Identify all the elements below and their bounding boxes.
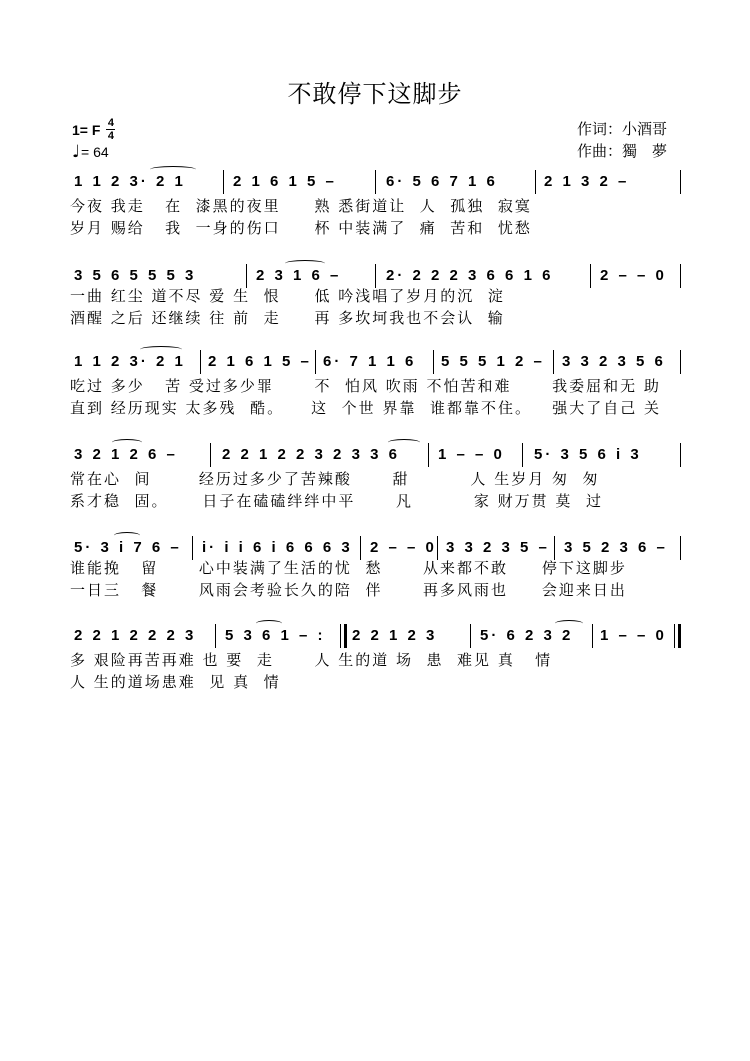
notation-line [70, 445, 685, 465]
lyric-verse-1: 谁能挽 留 心中装满了生活的忧 愁 从来都不敢 停下这脚步 [70, 559, 627, 577]
measure: 3 2 1 2 6 – [74, 446, 178, 463]
measure: 2· 2 2 2 3 6 6 1 6 [386, 267, 554, 284]
lyric-verse-1: 常在心 间 经历过多少了苦辣酸 甜 人 生岁月 匆 匆 [70, 470, 600, 488]
lyric-verse-1: 多 艰险再苦再难 也 要 走 人 生的道 场 患 难见 真 情 [70, 651, 553, 669]
measure: 5· 3 5 6 i 3 [534, 446, 642, 463]
measure: 2 2 1 2 2 2 3 [74, 627, 197, 644]
tempo-marking [72, 141, 115, 163]
music-system-2 [70, 266, 685, 327]
measure: 5 3 6 1 – : [225, 627, 326, 644]
measure: 2 1 6 1 5 – [208, 353, 312, 370]
barline [437, 536, 438, 560]
barline [192, 536, 193, 560]
measure: 2 2 1 2 2 3 2 3 3 6 [222, 446, 400, 463]
barline [590, 264, 591, 288]
measure: 3 3 2 3 5 – [446, 539, 550, 556]
measure: 1 – – 0 [438, 446, 505, 463]
measure: 3 5 6 5 5 5 3 [74, 267, 197, 284]
slur [388, 439, 420, 446]
lyric-verse-2: 岁月 赐给 我 一身的伤口 杯 中装满了 痛 苦和 忧愁 [70, 219, 532, 237]
measure: 2 – – 0 [600, 267, 667, 284]
barline [210, 443, 211, 467]
music-system-4 [70, 445, 685, 510]
barline [535, 170, 536, 194]
music-system-3 [70, 352, 685, 417]
notation-line [70, 626, 685, 646]
lyricist: 作词：小酒哥 [577, 120, 668, 138]
measure: 1 1 2 3· 2 1 [74, 353, 186, 370]
key-and-tempo [72, 118, 115, 163]
composer: 作曲：獨 夢 [577, 142, 668, 160]
lyric-verse-1: 一曲 红尘 道不尽 爱 生 恨 低 吟浅唱了岁月的沉 淀 [70, 287, 505, 305]
barline [554, 536, 555, 560]
slur [285, 260, 325, 267]
measure: 3 5 2 3 6 – [564, 539, 668, 556]
measure: 2 2 1 2 3 [352, 627, 438, 644]
final-barline [678, 624, 681, 648]
barline [375, 170, 376, 194]
credits [577, 118, 667, 162]
barline [360, 536, 361, 560]
tempo-value: = 64 [81, 144, 109, 160]
time-top: 4 [107, 117, 114, 129]
barline [223, 170, 224, 194]
measure: 5 5 5 1 2 – [441, 353, 545, 370]
lyric-verse-2: 直到 经历现实 太多残 酷。 这 个世 界靠 谁都靠不住。 强大了自己 关 [70, 399, 662, 417]
measure: 2 3 1 6 – [256, 267, 342, 284]
barline [200, 350, 201, 374]
barline [522, 443, 523, 467]
notation-line [70, 266, 685, 286]
barline [680, 264, 681, 288]
barline [553, 350, 554, 374]
barline [433, 350, 434, 374]
barline [375, 264, 376, 288]
notation-line [70, 538, 685, 558]
barline [680, 536, 681, 560]
barline [592, 624, 593, 648]
measure: 6· 7 1 1 6 [323, 353, 417, 370]
measure: 3 3 2 3 5 6 [562, 353, 666, 370]
lyric-verse-2: 人 生的道场患难 见 真 情 [70, 673, 281, 691]
music-system-5 [70, 538, 685, 599]
lyric-verse-2: 酒醒 之后 还继续 往 前 走 再 多坎坷我也不会认 输 [70, 309, 505, 327]
measure: 2 – – 0 [370, 539, 437, 556]
barline [340, 624, 341, 648]
time-signature [106, 118, 115, 141]
notation-line [70, 172, 685, 192]
barline [215, 624, 216, 648]
music-system-6 [70, 626, 685, 691]
barline [680, 350, 681, 374]
key-signature [72, 118, 115, 141]
slur [114, 532, 140, 539]
measure: i· i i 6 i 6 6 6 3 [202, 539, 353, 556]
barline [470, 624, 471, 648]
lyric-verse-1: 今夜 我走 在 漆黑的夜里 熟 悉街道让 人 孤独 寂寞 [70, 197, 532, 215]
song-title: 不敢停下这脚步 [287, 80, 463, 108]
lyric-verse-1: 吃过 多少 苦 受过多少罪 不 怕风 吹雨 不怕苦和难 我委屈和无 助 [70, 377, 661, 395]
measure: 5· 3 i 7 6 – [74, 539, 182, 556]
measure: 1 – – 0 [600, 627, 667, 644]
key-label: 1= F [72, 121, 101, 138]
slur [150, 166, 196, 173]
measure: 6· 5 6 7 1 6 [386, 173, 498, 190]
measure: 2 1 3 2 – [544, 173, 630, 190]
barline [428, 443, 429, 467]
time-bottom: 4 [107, 130, 114, 142]
slur [112, 439, 142, 446]
music-system-1 [70, 172, 685, 237]
measure: 5· 6 2 3 2 [480, 627, 574, 644]
measure: 1 1 2 3· 2 1 [74, 173, 186, 190]
barline [246, 264, 247, 288]
quarter-note-icon: ♩ [72, 142, 81, 162]
lyric-verse-2: 系才稳 固。 日子在磕磕绊绊中平 凡 家 财万贯 莫 过 [70, 492, 603, 510]
repeat-barline [344, 624, 347, 648]
slur [256, 620, 282, 627]
slur [140, 346, 182, 353]
slur [555, 620, 583, 627]
barline [674, 624, 675, 648]
barline [315, 350, 316, 374]
notation-line [70, 352, 685, 372]
barline [680, 443, 681, 467]
barline [680, 170, 681, 194]
measure: 2 1 6 1 5 – [233, 173, 337, 190]
lyric-verse-2: 一日三 餐 风雨会考验长久的陪 伴 再多风雨也 会迎来日出 [70, 581, 627, 599]
